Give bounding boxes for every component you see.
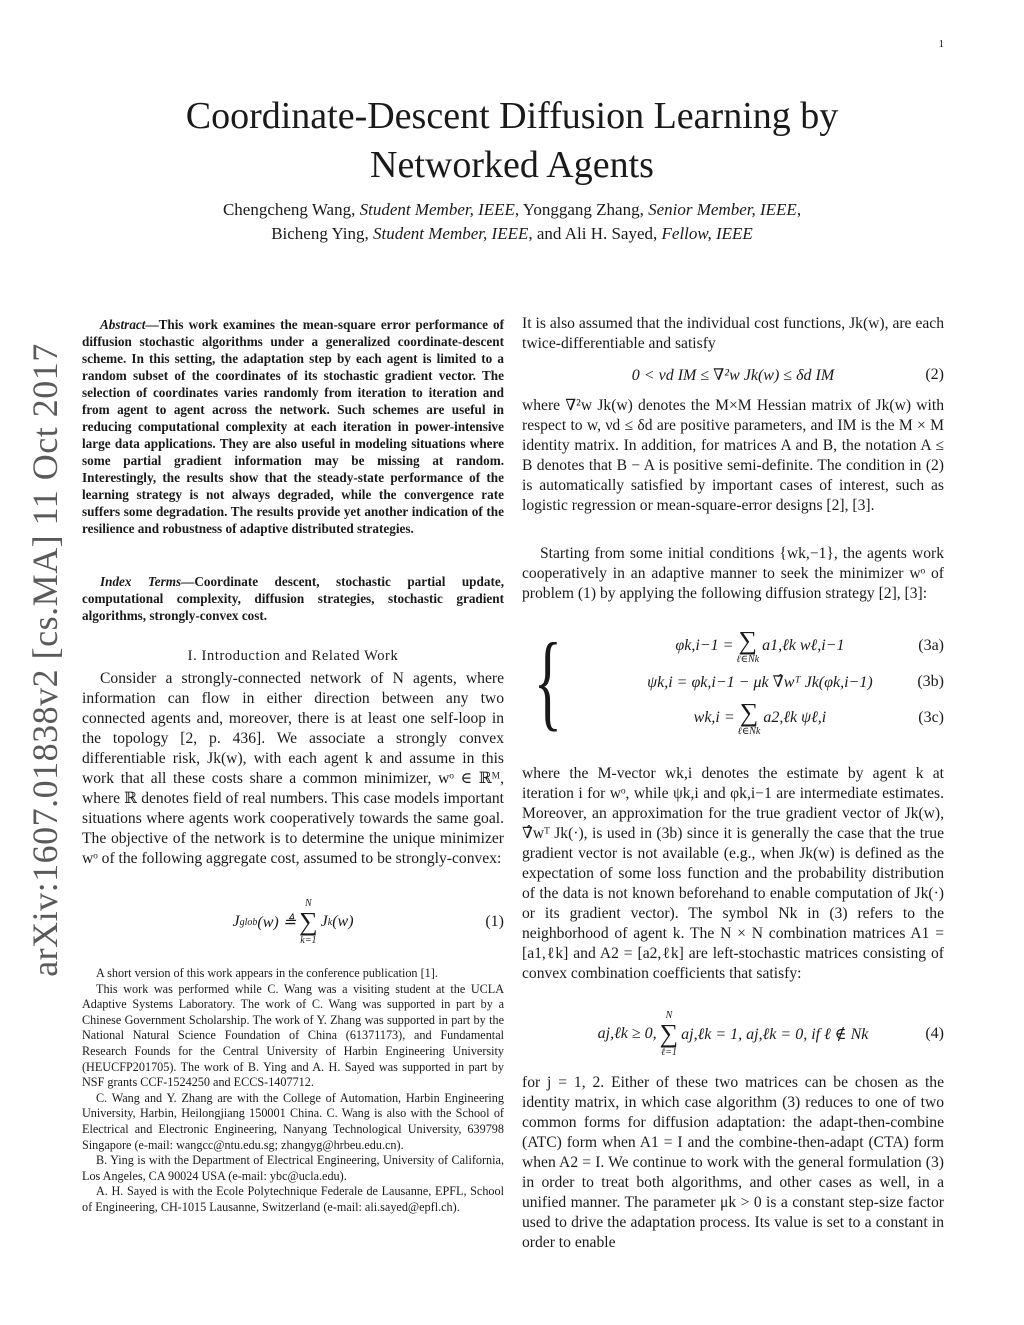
index-terms xyxy=(82,573,504,624)
equation-2 xyxy=(522,364,944,386)
equation-number: (3b) xyxy=(917,673,944,690)
eq4-rhs: aj,ℓk = 1, aj,ℓk = 0, if ℓ ∉ Nk xyxy=(681,1026,869,1043)
author-name: Chengcheng Wang, xyxy=(222,200,360,219)
equation-number: (2) xyxy=(925,366,944,383)
equation-rows xyxy=(576,625,944,737)
equation-1 xyxy=(82,898,504,946)
equation-4 xyxy=(522,1010,944,1058)
index-terms-label: Index Terms xyxy=(100,574,182,589)
sum-symbol: N ∑ k=1 xyxy=(299,898,318,946)
arxiv-stamp: arXiv:1607.01838v2 [cs.MA] 11 Oct 2017 xyxy=(25,343,65,977)
author-separator: , xyxy=(796,200,802,219)
eq1-rhs: J xyxy=(320,913,328,930)
eq1-lhs: J xyxy=(232,913,240,930)
equation-3c xyxy=(576,697,944,737)
abstract-label: Abstract xyxy=(100,317,146,332)
equation-3a xyxy=(576,625,944,665)
eq3c-lhs: wk,i = xyxy=(693,709,735,726)
author-name: , Yonggang Zhang, xyxy=(514,200,649,219)
footnote: C. Wang and Y. Zhang are with the College of Automation, Harbin Engineering University, Harbin, Heilongjiang 150001 China. C. Wang is also with the School of Electrical and Electronic Engineering, Nanyang Technological University, 639798 Singapore (e-mail: wangcc@ntu.edu.sg; zhangyg@hrbeu.edu.cn). xyxy=(82,1090,504,1152)
left-brace: { xyxy=(533,622,563,741)
equation-number: (4) xyxy=(925,1025,944,1042)
sum-lower-limit: ℓ∈Nk xyxy=(737,725,761,737)
paper-title xyxy=(140,92,884,190)
footnote: B. Ying is with the Department of Electrical Engineering, University of California, Los Angeles, CA 90024 USA (e-mail: ybc@ucla.edu). xyxy=(82,1153,504,1183)
intro-paragraph: Consider a strongly-connected network of N agents, where information can flow in either direction between any two connected agents and, moreover, there is at least one self-loop in the topology [2, p. 436]. We associate a strongly convex differentiable risk, Jk(w), with each agent k and assume in this work that all these costs share a common minimizer, wᵒ ∈ ℝᴹ, where ℝ denotes field of real numbers. This case models important situations where agents work cooperatively towards the same goal. The objective of the network is to determine the unique minimizer wᵒ of the following aggregate cost, assumed to be strongly-convex: xyxy=(82,670,504,867)
eq1-lhs-sup: glob xyxy=(239,916,258,928)
author-list xyxy=(140,198,884,246)
author-role: Student Member, IEEE xyxy=(359,200,515,219)
sum-upper-limit: N xyxy=(305,898,312,909)
right-paragraph-1: It is also assumed that the individual cost functions, Jk(w), are each twice-differentiable and satisfy xyxy=(522,315,944,352)
footnotes xyxy=(82,966,504,1216)
eq3c-rhs: a2,ℓk ψℓ,i xyxy=(763,709,827,726)
sum-lower-limit: k=1 xyxy=(300,935,317,946)
right-paragraph-3: Starting from some initial conditions {wk,−1}, the agents work cooperatively in an adaptive manner to seek the minimizer wᵒ of problem (1) by applying the following diffusion strategy [2], [3]: xyxy=(522,545,944,602)
eq3a-rhs: a1,ℓk wℓ,i−1 xyxy=(762,637,845,654)
equation-system xyxy=(522,622,944,741)
eq3b-body: ψk,i = φk,i−1 − μk ∇̂wᵀ Jk(φk,i−1) xyxy=(647,674,873,691)
eq3a-lhs: φk,i−1 = xyxy=(675,637,734,654)
eq1-arg: (w) ≜ xyxy=(257,914,297,931)
equation-3-system xyxy=(522,622,944,741)
sum-upper-limit: N xyxy=(665,1010,673,1021)
title-line-1: Coordinate-Descent Diffusion Learning by xyxy=(185,95,839,137)
eq1-rhs-arg: (w) xyxy=(332,913,354,930)
abstract-text: —This work examines the mean-square error performance of diffusion stochastic algorithms under a generalized coordinate-descent scheme. In this setting, the adaptation step by each agent is limited to a random subset of the coordinates of its stochastic gradient vector. The selection of coordinates varies randomly from iteration to iteration and from agent to agent across the network. Such schemes are useful in reducing computational complexity at each iteration in power-intensive large data applications. They are also useful in modeling situations where some partial gradient information may be missing at random. Interestingly, the results show that the steady-state performance of the learning strategy is not always degraded, while the convergence rate suffers some degradation. The results provide yet another indication of the resilience and robustness of adaptive distributed strategies. xyxy=(82,317,504,536)
author-role: Fellow, IEEE xyxy=(661,224,753,243)
right-paragraph-5: for j = 1, 2. Either of these two matrices can be chosen as the identity matrix, in which case algorithm (3) reduces to one of two common forms for diffusion adaptation: the adapt-then-combine (ATC) form when A1 = I and the combine-then-adapt (CTA) form when A2 = I. We continue to work with the general formulation (3) in order to treat both algorithms, and other cases as well, in a unified manner. The parameter μk > 0 is a constant step-size factor used to drive the adaptation process. Its value is set to a constant in order to enable xyxy=(522,1074,944,1251)
footnote: This work was performed while C. Wang was a visiting student at the UCLA Adaptive Systems Laboratory. The work of C. Wang was supported in part by a Chinese Government Scholarship. The work of Y. Zhang was supported in part by the National Natural Science Foundation of China (61371173), and Fundamental Research Founds for the Central University of Harbin Engineering University (HEUCFP201705). The work of B. Ying and A. H. Sayed was supported in part by NSF grants CCF-1524250 and ECCS-1407712. xyxy=(82,981,504,1090)
sum-lower-limit: ℓ∈Nk xyxy=(736,653,760,665)
equation-number: (1) xyxy=(485,913,504,930)
equation-3b xyxy=(576,664,944,700)
eq2-body: 0 < νd IM ≤ ∇²w Jk(w) ≤ δd IM xyxy=(631,367,835,384)
footnote: A. H. Sayed is with the Ecole Polytechnique Federale de Lausanne, EPFL, School of Engineering, CH-1015 Lausanne, Switzerland (e-mail: ali.sayed@epfl.ch). xyxy=(82,1184,504,1214)
author-name: , and Ali H. Sayed, xyxy=(528,224,662,243)
eq1-rhs-sub: k xyxy=(327,916,333,928)
abstract xyxy=(82,316,504,537)
section-heading: I. Introduction and Related Work xyxy=(187,648,399,664)
equation-number: (3c) xyxy=(918,709,944,726)
author-line-2 xyxy=(140,222,884,246)
index-terms-text: —Coordinate descent, stochastic partial update, computational complexity, diffusion strategies, stochastic gradient algorithms, strongly-convex cost. xyxy=(82,574,504,623)
author-role: Student Member, IEEE xyxy=(373,224,529,243)
right-paragraph-2: where ∇²w Jk(w) denotes the M×M Hessian matrix of Jk(w) with respect to w, νd ≤ δd are positive parameters, and IM is the M × M identity matrix. In addition, for matrices A and B, the notation A ≤ B denotes that B − A is positive semi-definite. The condition in (2) is automatically satisfied by important cases of interest, such as logistic regression or mean-square-error designs [2], [3]. xyxy=(522,397,944,514)
sum-symbol: N ∑ ℓ=1 xyxy=(659,1010,679,1058)
page-number: 1 xyxy=(938,38,944,50)
sum-symbol: ∑ ℓ∈Nk xyxy=(736,625,760,665)
eq4-lhs: aj,ℓk ≥ 0, xyxy=(597,1025,657,1042)
title-line-2: Networked Agents xyxy=(370,144,654,186)
equation-number: (3a) xyxy=(918,637,944,654)
author-role: Senior Member, IEEE xyxy=(648,200,797,219)
author-name: Bicheng Ying, xyxy=(271,224,374,243)
right-paragraph-4: where the M-vector wk,i denotes the estimate by agent k at iteration i for wᵒ, while ψk,i and φk,i−1 are intermediate estimates. Moreover, an approximation for the true gradient vector of Jk(w), ∇̂wᵀ Jk(·), is used in (3b) since it is generally the case that the true gradient vector is not available (e.g., when Jk(w) is defined as the expectation of some loss function and the probability distribution of the data is not known beforehand to enable computation of Jk(·) or its gradient vector). The symbol Nk in (3) refers to the neighborhood of agent k. The N × N combination matrices A1 = [a1,ℓk] and A2 = [a2,ℓk] are left-stochastic matrices consisting of convex combination coefficients that satisfy: xyxy=(522,765,944,982)
author-line-1 xyxy=(140,198,884,222)
sum-lower-limit: ℓ=1 xyxy=(660,1047,677,1058)
footnote: A short version of this work appears in the conference publication [1]. xyxy=(96,966,438,980)
sum-symbol: ∑ ℓ∈Nk xyxy=(737,697,761,737)
